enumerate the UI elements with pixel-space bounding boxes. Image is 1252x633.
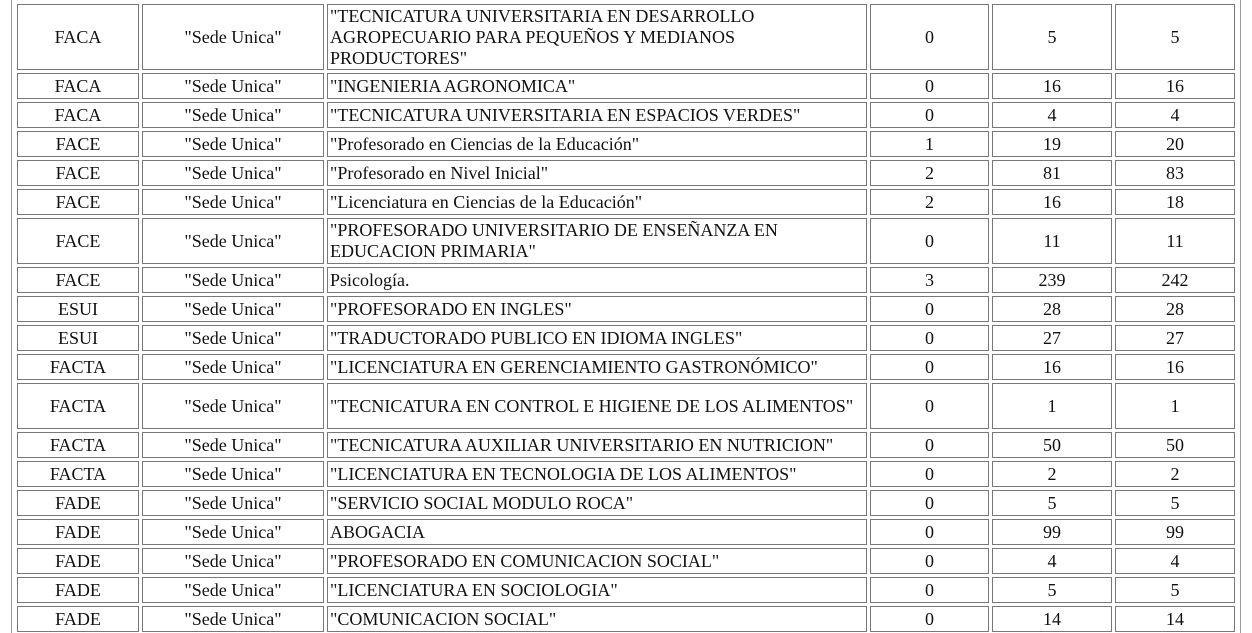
carrera-cell: "PROFESORADO EN INGLES" <box>327 296 867 322</box>
table-row <box>17 432 1235 458</box>
count-cell-2: 11 <box>992 218 1112 264</box>
count-cell-2: 50 <box>992 432 1112 458</box>
carrera-cell: "LICENCIATURA EN SOCIOLOGIA" <box>327 577 867 603</box>
count-cell-2: 14 <box>992 606 1112 632</box>
count-cell-2: 27 <box>992 325 1112 351</box>
facultad-cell: FACE <box>17 131 139 157</box>
count-cell-1: 0 <box>870 461 989 487</box>
count-cell-2: 239 <box>992 267 1112 293</box>
table-row <box>17 548 1235 574</box>
count-cell-1: 0 <box>870 218 989 264</box>
facultad-cell: ESUI <box>17 325 139 351</box>
facultad-cell: FACE <box>17 267 139 293</box>
sede-cell: "Sede Unica" <box>142 267 324 293</box>
count-cell-1: 0 <box>870 606 989 632</box>
facultad-cell: FACA <box>17 102 139 128</box>
facultad-cell: FACE <box>17 218 139 264</box>
count-cell-1: 0 <box>870 102 989 128</box>
count-cell-2: 81 <box>992 160 1112 186</box>
facultad-cell: FADE <box>17 606 139 632</box>
count-cell-3: 14 <box>1115 606 1235 632</box>
sede-cell: "Sede Unica" <box>142 160 324 186</box>
table-row <box>17 519 1235 545</box>
carrera-cell: "PROFESORADO EN COMUNICACION SOCIAL" <box>327 548 867 574</box>
carrera-cell: "LICENCIATURA EN GERENCIAMIENTO GASTRONÓMICO" <box>327 354 867 380</box>
count-cell-2: 5 <box>992 4 1112 70</box>
count-cell-1: 0 <box>870 519 989 545</box>
count-cell-2: 16 <box>992 189 1112 215</box>
table-row <box>17 325 1235 351</box>
table-row <box>17 218 1235 264</box>
count-cell-3: 4 <box>1115 548 1235 574</box>
count-cell-3: 27 <box>1115 325 1235 351</box>
sede-cell: "Sede Unica" <box>142 383 324 429</box>
count-cell-3: 16 <box>1115 354 1235 380</box>
carrera-cell: "TECNICATURA UNIVERSITARIA EN DESARROLLO AGROPECUARIO PARA PEQUEÑOS Y MEDIANOS PRODUCTORES" <box>327 4 867 70</box>
count-cell-1: 0 <box>870 383 989 429</box>
carrera-cell: "Profesorado en Ciencias de la Educación" <box>327 131 867 157</box>
count-cell-1: 0 <box>870 354 989 380</box>
count-cell-1: 0 <box>870 4 989 70</box>
carrera-cell: "LICENCIATURA EN TECNOLOGIA DE LOS ALIMENTOS" <box>327 461 867 487</box>
table-row <box>17 461 1235 487</box>
table-row <box>17 577 1235 603</box>
count-cell-1: 3 <box>870 267 989 293</box>
facultad-cell: FACA <box>17 73 139 99</box>
sede-cell: "Sede Unica" <box>142 4 324 70</box>
facultad-cell: FACTA <box>17 461 139 487</box>
count-cell-3: 83 <box>1115 160 1235 186</box>
carrera-cell: ABOGACIA <box>327 519 867 545</box>
table-row <box>17 102 1235 128</box>
count-cell-2: 99 <box>992 519 1112 545</box>
sede-cell: "Sede Unica" <box>142 461 324 487</box>
carrera-cell: Psicología. <box>327 267 867 293</box>
count-cell-3: 11 <box>1115 218 1235 264</box>
count-cell-1: 2 <box>870 189 989 215</box>
sede-cell: "Sede Unica" <box>142 131 324 157</box>
count-cell-3: 50 <box>1115 432 1235 458</box>
count-cell-1: 1 <box>870 131 989 157</box>
sede-cell: "Sede Unica" <box>142 606 324 632</box>
carrera-cell: "PROFESORADO UNIVERSITARIO DE ENSEÑANZA EN EDUCACION PRIMARIA" <box>327 218 867 264</box>
count-cell-2: 5 <box>992 490 1112 516</box>
sede-cell: "Sede Unica" <box>142 432 324 458</box>
count-cell-2: 1 <box>992 383 1112 429</box>
sede-cell: "Sede Unica" <box>142 102 324 128</box>
count-cell-3: 20 <box>1115 131 1235 157</box>
table-row <box>17 4 1235 70</box>
facultad-cell: FADE <box>17 490 139 516</box>
sede-cell: "Sede Unica" <box>142 577 324 603</box>
table-row <box>17 267 1235 293</box>
facultad-cell: FADE <box>17 548 139 574</box>
count-cell-1: 0 <box>870 296 989 322</box>
count-cell-1: 0 <box>870 325 989 351</box>
table-row <box>17 383 1235 429</box>
carrera-cell: "TECNICATURA AUXILIAR UNIVERSITARIO EN NUTRICION" <box>327 432 867 458</box>
carrera-cell: "TECNICATURA EN CONTROL E HIGIENE DE LOS ALIMENTOS" <box>327 383 867 429</box>
facultad-cell: FACTA <box>17 383 139 429</box>
table-row <box>17 354 1235 380</box>
count-cell-3: 2 <box>1115 461 1235 487</box>
carrera-cell: "TECNICATURA UNIVERSITARIA EN ESPACIOS VERDES" <box>327 102 867 128</box>
carrera-cell: "Licenciatura en Ciencias de la Educación" <box>327 189 867 215</box>
count-cell-3: 28 <box>1115 296 1235 322</box>
count-cell-3: 16 <box>1115 73 1235 99</box>
count-cell-2: 4 <box>992 548 1112 574</box>
count-cell-2: 16 <box>992 73 1112 99</box>
count-cell-3: 5 <box>1115 490 1235 516</box>
sede-cell: "Sede Unica" <box>142 490 324 516</box>
table-outer-border-left <box>11 0 12 633</box>
facultad-cell: FACTA <box>17 354 139 380</box>
count-cell-1: 0 <box>870 73 989 99</box>
count-cell-2: 16 <box>992 354 1112 380</box>
sede-cell: "Sede Unica" <box>142 296 324 322</box>
count-cell-1: 0 <box>870 432 989 458</box>
table-row <box>17 189 1235 215</box>
carrera-cell: "INGENIERIA AGRONOMICA" <box>327 73 867 99</box>
table-row <box>17 490 1235 516</box>
sede-cell: "Sede Unica" <box>142 519 324 545</box>
count-cell-1: 0 <box>870 548 989 574</box>
count-cell-3: 5 <box>1115 4 1235 70</box>
count-cell-3: 4 <box>1115 102 1235 128</box>
table-row <box>17 160 1235 186</box>
table-row <box>17 131 1235 157</box>
sede-cell: "Sede Unica" <box>142 325 324 351</box>
facultad-cell: FACA <box>17 4 139 70</box>
facultad-cell: FACTA <box>17 432 139 458</box>
sede-cell: "Sede Unica" <box>142 189 324 215</box>
sede-cell: "Sede Unica" <box>142 548 324 574</box>
facultad-cell: FACE <box>17 160 139 186</box>
count-cell-3: 99 <box>1115 519 1235 545</box>
enrollment-table <box>14 1 1238 633</box>
count-cell-1: 0 <box>870 577 989 603</box>
count-cell-3: 18 <box>1115 189 1235 215</box>
sede-cell: "Sede Unica" <box>142 218 324 264</box>
sede-cell: "Sede Unica" <box>142 354 324 380</box>
table-outer-border-right <box>1240 0 1241 633</box>
carrera-cell: "COMUNICACION SOCIAL" <box>327 606 867 632</box>
table-row <box>17 296 1235 322</box>
carrera-cell: "TRADUCTORADO PUBLICO EN IDIOMA INGLES" <box>327 325 867 351</box>
count-cell-2: 19 <box>992 131 1112 157</box>
count-cell-3: 5 <box>1115 577 1235 603</box>
facultad-cell: FACE <box>17 189 139 215</box>
count-cell-2: 5 <box>992 577 1112 603</box>
carrera-cell: "Profesorado en Nivel Inicial" <box>327 160 867 186</box>
count-cell-3: 1 <box>1115 383 1235 429</box>
facultad-cell: ESUI <box>17 296 139 322</box>
count-cell-2: 28 <box>992 296 1112 322</box>
count-cell-2: 2 <box>992 461 1112 487</box>
sede-cell: "Sede Unica" <box>142 73 324 99</box>
count-cell-1: 0 <box>870 490 989 516</box>
count-cell-1: 2 <box>870 160 989 186</box>
count-cell-3: 242 <box>1115 267 1235 293</box>
count-cell-2: 4 <box>992 102 1112 128</box>
carrera-cell: "SERVICIO SOCIAL MODULO ROCA" <box>327 490 867 516</box>
table-row <box>17 606 1235 632</box>
table-row <box>17 73 1235 99</box>
facultad-cell: FADE <box>17 577 139 603</box>
facultad-cell: FADE <box>17 519 139 545</box>
